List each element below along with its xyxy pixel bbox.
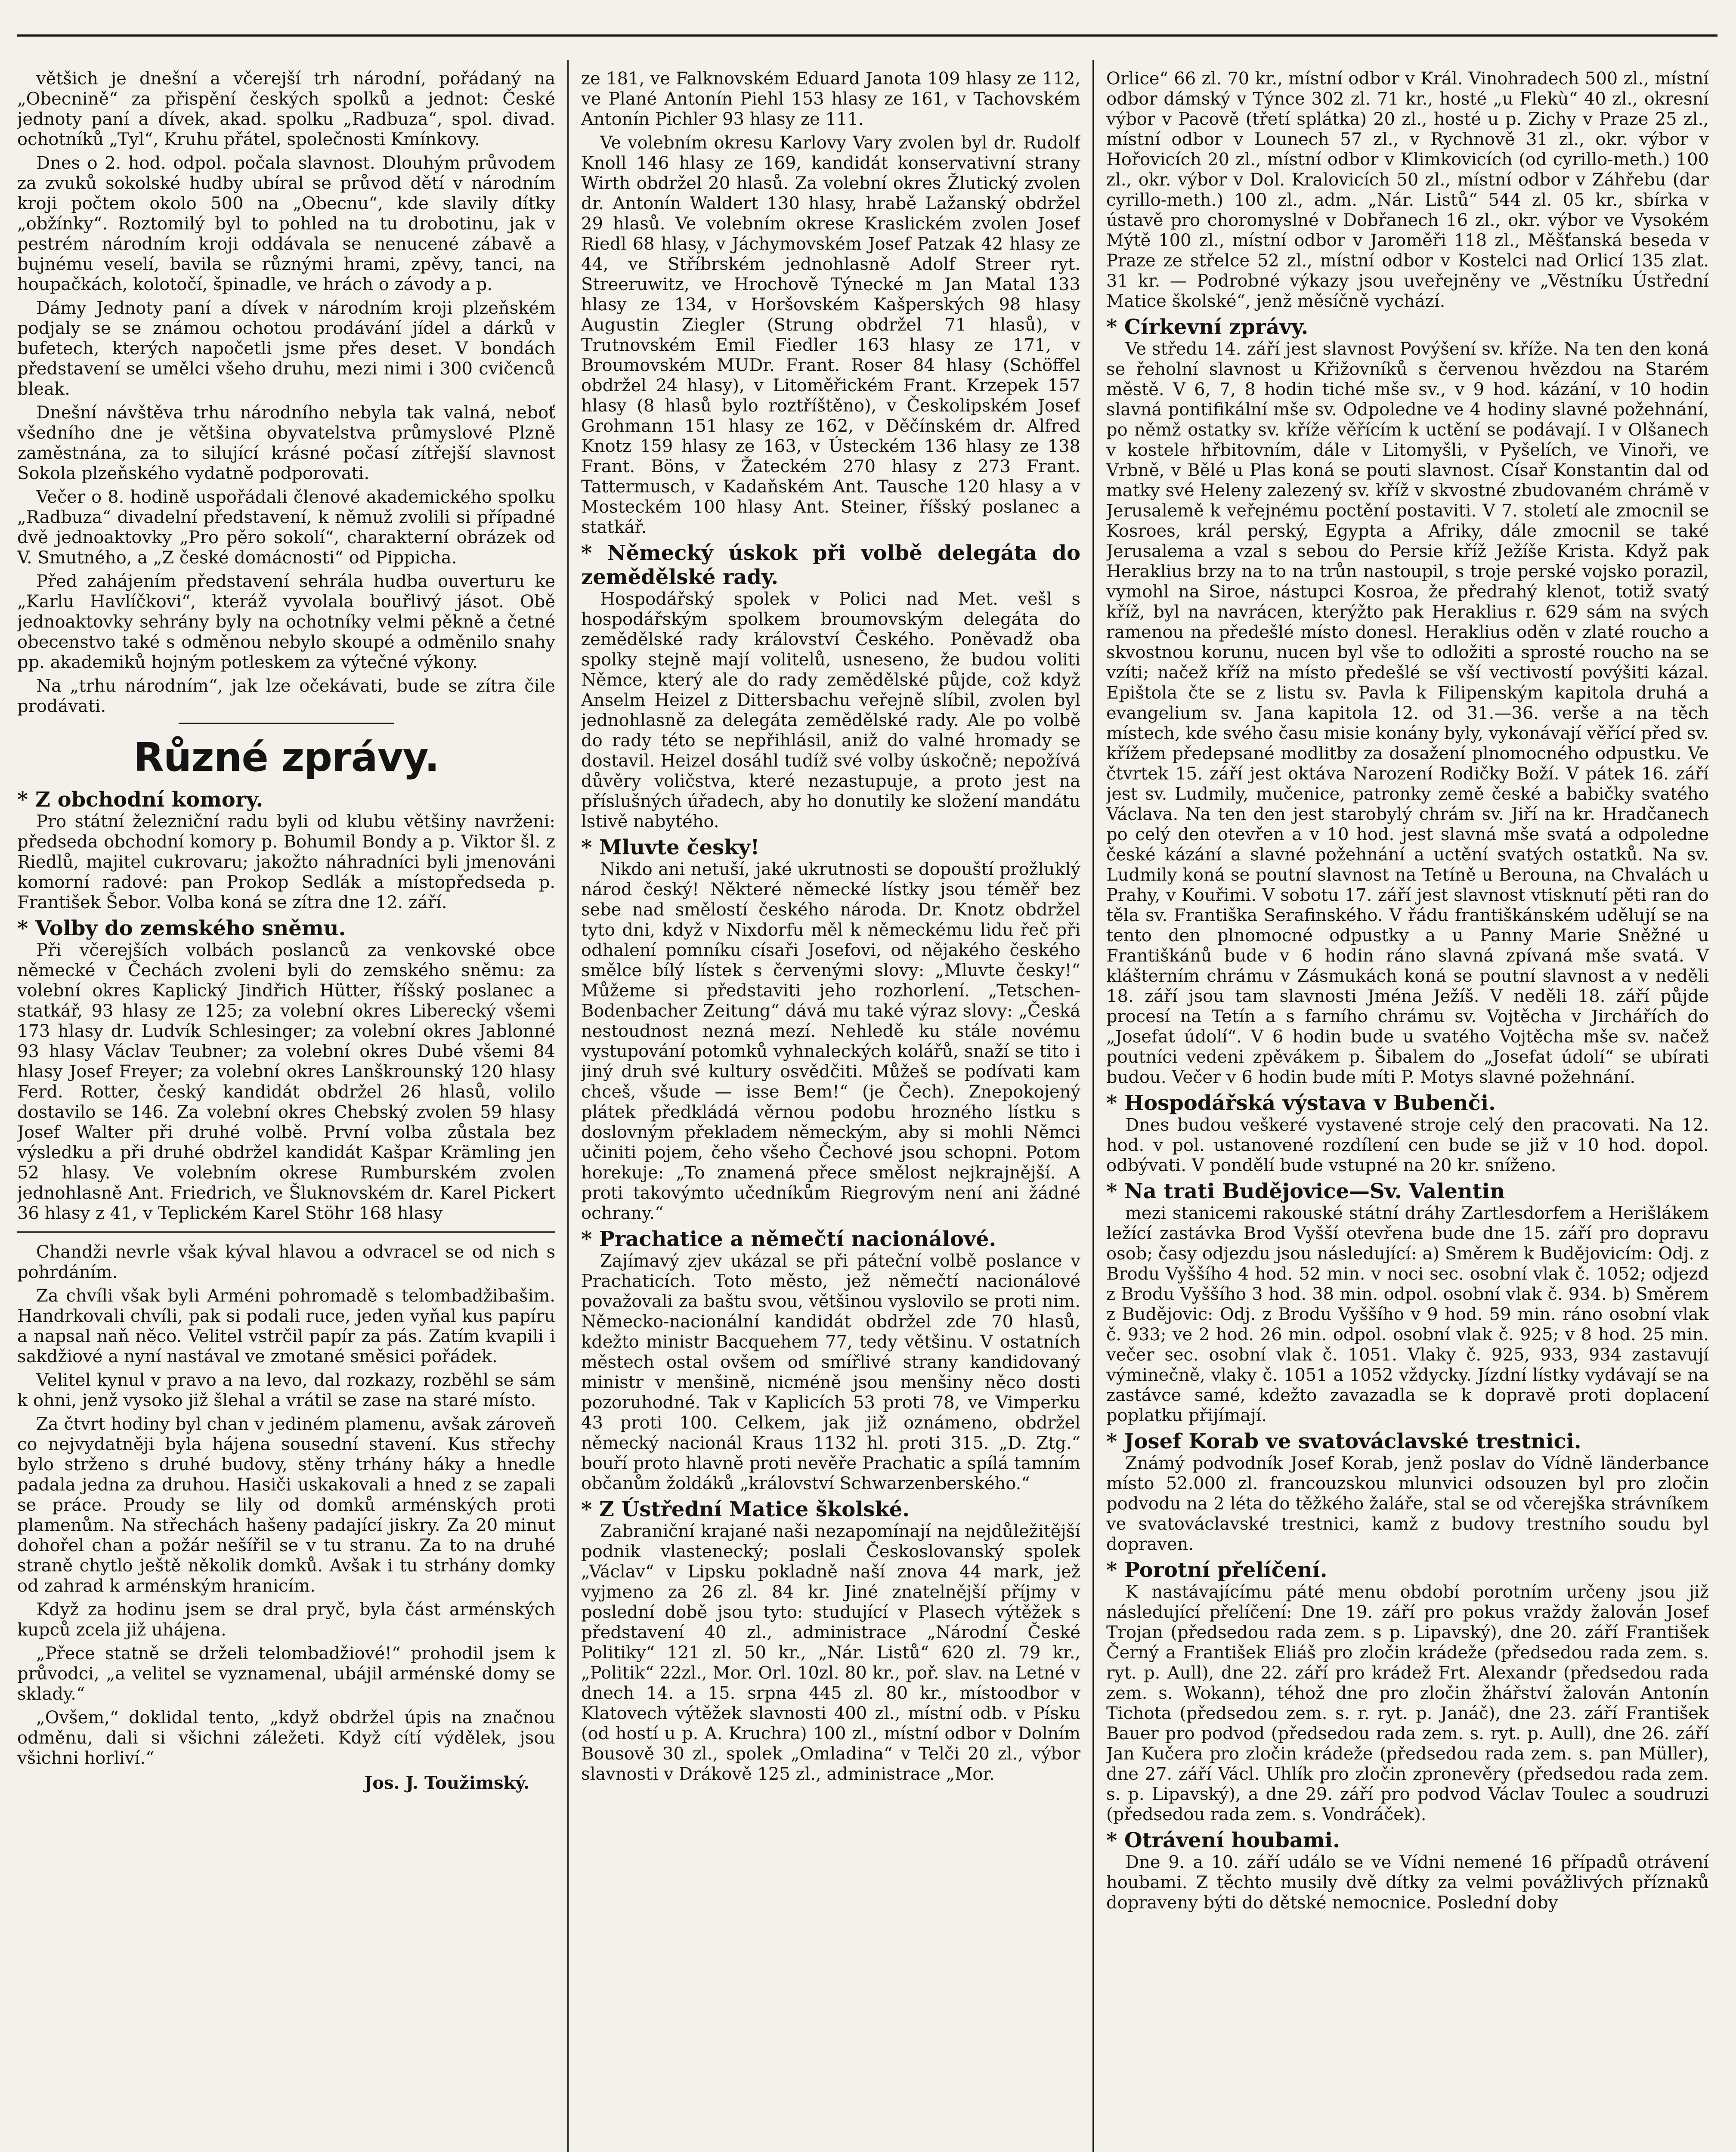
article-paragraph: Před zahájením představení sehrála hudba ouverturu ke „Karlu Havlíčkovi“, kteráž vyvolala bouřlivý jásot. Obě jednoaktovky sehrány byly na ochotníky velmi pěkně a četné obecenstvo také s odměnou nebylo skoupé a odměnilo snahy pp. akademiků hojným potleskem za výtečné výkony.	[17, 572, 555, 672]
news-paragraph: Známý podvodník Josef Korab, jenž poslav do Vídně länderbance místo 52.000 zl. francouzskou mlunvici odsouzen byl pro zločin podvodu na 2 léta do těžkého žaláře, stal se od včerejška strávníkem ve svatováclavské trestnici, kamž z budovy trestního soudu byl dopraven.	[1106, 1453, 1709, 1554]
news-heading: * Církevní zprávy.	[1106, 315, 1309, 339]
news-paragraph: Při včerejších volbách poslanců za venkovské obce německé v Čechách zvoleni byli do zemského sněmu: za volební okres Kaplický Jindřich Hütter, říšský poslanec a statkář, 93 hlasy ze 125; za volební okres Liberecký všemi 173 hlasy dr. Ludvík Schlesinger; za volební okres Jablonné 93 hlasy Václav Teubner; za volební okres Dubé všemi 84 hlasy Josef Freyer; za volební okres Lanškrounský 120 hlasy Ferd. Rotter, český kandidát obdržel 26 hlasů, volilo dostavilo se 146. Za volební okres Chebský zvolen 59 hlasy Josef Walter při druhé volbě. První volba zůstala bez výsledku a při druhé obdržel kandidát Kašpar Krämling jen 52 hlasy. Ve volebním okrese Rumburském zvolen jednohlasně Ant. Friedrich, ve Šluknovském dr. Karel Pickert 36 hlasy z 41, v Teplickém Karel Stöhr 168 hlasy	[17, 940, 555, 1223]
newspaper-page	[17, 9, 1717, 2152]
news-heading: * Prachatice a němečtí nacionálové.	[581, 1227, 996, 1251]
news-paragraph: Dne 9. a 10. září událo se ve Vídni nemené 16 případů otrávení houbami. Z těchto musily dvě dítky za velmi povážlivých příznaků dopraveny býti do dětské nemocnice. Poslední doby	[1106, 1852, 1709, 1913]
news-heading: * Porotní přelíčení.	[1106, 1558, 1328, 1582]
news-heading: * Z obchodní komory.	[17, 788, 263, 812]
section-title: Různé zprávy.	[133, 734, 439, 780]
article-paragraph: Dnes o 2. hod. odpol. počala slavnost. Dlouhým průvodem za zvuků sokolské hudby ubíral se průvod dětí v národním kroji počtem okolo 500 na „Obecnu“, kde slavily dítky „obžínky“. Roztomilý byl to pohled na tu drobotinu, jak v pestrém národním kroji oddávala se nenucené zábavě a bujnému veselí, bavila se různými hrami, zpěvy, tanci, na houpačkách, kolotočí, špinadle, ve hrách o závody a p.	[17, 153, 555, 294]
story-paragraph: „Ovšem,“ doklidal tento, „když obdržel úpis na značnou odměnu, dali si všichni záležeti. Když cítí výdělek, jsou všichni horliví.“	[17, 1708, 555, 1768]
article-paragraph: Na „trhu národním“, jak lze očekávati, bude se zítra čile prodávati.	[17, 676, 555, 716]
news-paragraph: ze 181, ve Falknovském Eduard Janota 109 hlasy ze 112, ve Plané Antonín Piehl 153 hlasy ze 161, v Tachovském Antonín Pichler 93 hlasy ze 111.	[581, 69, 1080, 129]
story-paragraph: Velitel kynul v pravo a na levo, dal rozkazy, rozběhl se sám k ohni, jenž vysoko již šlehal a vrátil se zase na staré místo.	[17, 1370, 555, 1410]
news-heading: * Josef Korab ve svatováclavské trestnici.	[1106, 1429, 1581, 1453]
column-1	[17, 69, 555, 2152]
article-paragraph: Večer o 8. hodině uspořádali členové akademického spolku „Radbuza“ divadelní představení, k němuž zvolili si případné dvě jednoaktovky „Pro pěro sokolí“, charakterní obrázek od V. Smutného, a „Z české domácnosti“ od Pippicha.	[17, 487, 555, 568]
news-paragraph: Pro státní železniční radu byli od klubu většiny navrženi: předseda obchodní komory p. Bohumil Bondy a p. Viktor šl. z Riedlů, majitel cukrovaru; jakožto náhradníci byli jmenováni komorní radové: pan Prokop Sedlák a místopředseda p. František Šebor. Volba koná se zítra dne 12. září.	[17, 812, 555, 912]
article-paragraph: Dámy Jednoty paní a dívek v národním kroji plzeňském podjaly se se známou ochotou prodávání jídel a dárků v bufetech, kterých napočetli jsme přes deset. V bondách představení se umělci všeho druhu, mezi nimi i 300 cvičenců bleak.	[17, 298, 555, 399]
news-heading: * Otrávení houbami.	[1106, 1828, 1340, 1852]
news-paragraph: Dnes budou veškeré vystavené stroje celý den pracovati. Na 12. hod. v pol. ustanovené rozdílení cen bude se již v 10 hod. dopol. odbývati. V pondělí bude vstupné na 20 kr. sníženo.	[1106, 1115, 1709, 1175]
column-3	[1106, 69, 1709, 2152]
news-heading: * Hospodářská výstava v Bubenči.	[1106, 1091, 1496, 1115]
news-heading: * Mluvte česky!	[581, 835, 760, 860]
news-heading: * Na trati Budějovice—Sv. Valentin	[1106, 1179, 1505, 1203]
article-paragraph: většich je dnešní a včerejší trh národní, pořádaný na „Obecnině“ za přispění českých spolků a jednot: České jednoty paní a dívek, akad. spolku „Radbuza“, spol. divad. ochotníků „Tyl“, Kruhu přátel, společnosti Kmínkovy.	[17, 69, 555, 149]
story-paragraph: Chandži nevrle však kýval hlavou a odvracel se od nich s pohrdáním.	[17, 1242, 555, 1282]
news-heading: * Německý úskok při volbě delegáta do zemědělské rady.	[581, 541, 1080, 589]
column-divider-2	[1092, 60, 1094, 2152]
column-divider-1	[567, 60, 569, 2152]
news-paragraph: Ve volebním okresu Karlovy Vary zvolen byl dr. Rudolf Knoll 146 hlasy ze 169, kandidát konservativní strany Wirth obdržel 20 hlasů. Za volební okres Žlutický zvolen dr. Antonín Waldert 130 hlasy, hrabě Lažanský obdržel 29 hlasů. Ve volebním okrese Kraslickém zvolen Josef Riedl 68 hlasy, v Jáchymovském Josef Patzak 42 hlasy ze 44, ve Stříbrském jednohlasně Adolf Streer ryt. Streeruwitz, ve Hrochově Týnecké m Jan Matal 133 hlasy ze 134, v Horšovském Kašperských 98 hlasy Augustin Ziegler (Strung obdržel 71 hlasů), v Trutnovském Emil Fiedler 163 hlasy ze 171, v Broumovském MUDr. Frant. Roser 84 hlasy (Schöffel obdržel 24 hlasy), v Litoměřickém Frant. Krzepek 157 hlasy (8 hlasů bylo roztříštěno), v Českolipském Josef Grohmann 151 hlasy ze 162, v Děčínském dr. Alfred Knotz 159 hlasy ze 163, v Ústeckém 136 hlasy ze 138 Frant. Böns, v Žateckém 270 hlasy z 273 Frant. Tattermusch, v Kadaňském Ant. Tausche 120 hlasy a v Mosteckém 100 hlasy Ant. Steiner, říšský poslanec a statkář.	[581, 133, 1080, 537]
news-heading: * Volby do zemského sněmu.	[17, 916, 346, 940]
author-signature: Jos. J. Toužimský.	[364, 1773, 529, 1793]
news-paragraph: Hospodářský spolek v Polici nad Met. vešl s hospodářským spolkem broumovským delegáta do zemědělské rady království Českého. Poněvadž oba spolky stejně mají volitelů, usneseno, že budou voliti Němce, který ale do rady zemědělské půjde, což když Anselm Heizel z Dittersbachu veřejně slíbil, zvolen byl jednohlasně za delegáta zemědělské rady. Ale po volbě do rady této se nepřihlásil, aniž do valné hromady se dostavil. Heizel dosáhl tudíž své volby úskočně; nepožívá důvěry voličstva, které nezastupuje, a proto jest na příslušných úřadech, aby ho donutily ke složení mandátu lstivě nabytého.	[581, 589, 1080, 832]
top-rule	[17, 34, 1717, 37]
separator	[17, 1231, 555, 1233]
news-heading: * Z Ústřední Matice školské.	[581, 1497, 910, 1521]
story-paragraph: Když za hodinu jsem se dral pryč, byla část arménských kupců zcela již uhájena.	[17, 1600, 555, 1640]
news-paragraph: Zajímavý zjev ukázal se při páteční volbě poslance v Prachaticích. Toto město, jež němečtí nacionálové považovali za baštu svou, většinou vyslovilo se proti nim. Německo-nacionální kandidát obdržel zde 70 hlasů, kdežto ministr Bacquehem 77, tedy většinu. V ostatních městech ostal ovšem od smířlivé strany kandidovaný ministr v menšině, nicméně jsou menšiny něco dosti pozoruhodné. Tak v Kaplicích 53 proti 78, ve Vimperku 43 proti 100. Celkem, jak již oznámeno, obdržel německý nacionál Kraus 1132 hl. proti 315. „D. Ztg.“ bouří proto hlavně proti nevěře Prachatic a spílá tamním občanům žoldáků „království Schwarzenberského.“	[581, 1251, 1080, 1493]
news-paragraph: Ve středu 14. září jest slavnost Povýšení sv. kříže. Na ten den koná se řeholní slavnost u Křižovníků s červenou hvězdou na Starém městě. V 6, 7, 8 hodin tiché mše sv., v 9 hod. kázání, v 10 hodin slavná pontifikální mše sv. Odpoledne ve 4 hodiny slavné požehnání, po němž ostatky sv. kříže věřícím k uctění se podávají. I v Olšanech v kostele hřbitovním, dále v Litomyšli, v Pyšelích, ve Vinoři, ve Vrbně, v Bělé u Plas koná se pouti slavnost. Císař Konstantin dal od matky své Heleny zalezený sv. kříž v skvostné zbudovaném chrámě v Jerusalemě k veřejnému poctění postaviti. V 7. století ale zmocnil se Kosroes, král perský, Egypta a Afriky, dále zmocnil se také Jerusalema a vzal s sebou do Persie kříž Ježíše Krista. Když pak Heraklius brzy na to na trůn nastoupil, s troje perské vojsko porazil, vymohl na Siroe, nástupci Kosroa, že předrahý klenot, totiž svatý kříž, byl na navrácen, kterýžto pak Heraklius r. 629 sám na svých ramenou na předešlé místo donesl. Heraklius oděn v zlaté roucho a skvostnou korunu, nucen byl vše to odložiti a sprosté roucho na se vzíti; načež kříž na místo předešlé se vší vectivostí povýšiti kázal. Epištola čte se z listu sv. Pavla k Filipenským kapitola druhá a evangelium sv. Jana kapitola 12. od 31.—36. verše a na těch místech, kde svého času misie konány byly, vykonávají věřící před sv. křížem předepsané modlitby za dosažení plnomocného odpustku. Ve čtvrtek 15. září jest oktáva Narození Rodičky Boží. V pátek 16. září jest sv. Ludmily, mučenice, patronky země české a babičky svatého Václava. Na ten den jest starobylý chrám sv. Jiří na kr. Hradčanech po celý den otevřen a v 10 hod. jest slavná mše svatá a odpoledne české kázání a slavné požehnání a uctění svatých ostatků. Na sv. Ludmily koná se poutní slavnost na Tetíně u Berouna, na Chvalách u Prahy, v Kouřimi. V sobotu 17. září jest slavnost vtisknutí pěti ran do těla sv. Františka Serafinského. V řádu františkánském udělují se na tento den plnomocné odpustky a u Panny Marie Sněžné u Františkánů bude v 6 hodin ráno slavná zpívaná mše svatá. V klášterním chrámu v Zásmukách koná se poutní slavnost a v neděli 18. září jsou tam slavnosti Jména Ježíš. V neděli 18. září půjde procesí na Tetín a s farního chrámu sv. Vojtěcha v Jirchářích do „Josefat údolí“. V 6 hodin bude u svatého Vojtěcha mše sv. načež poutníci vedeni zpěvákem p. Šibalem do „Josefat údolí“ se ubírati budou. Večer v 6 hodin bude míti P. Motys slavné požehnání.	[1106, 339, 1709, 1087]
column-2	[581, 69, 1080, 2152]
news-paragraph: mezi stanicemi rakouské státní dráhy Zartlesdorfem a Herišlákem ležící zastávka Brod Vyšší otevřena bude dne 15. září pro dopravu osob; časy odjezdu jsou následující: a) Směrem k Budějovicím: Odj. z Brodu Vyššího 4 hod. 52 min. v noci sec. osobní vlak č. 1052; odjezd z Brodu Vyššího 3 hod. 38 min. odpol. osobní vlak č. 934. b) Směrem z Budějovic: Odj. z Brodu Vyššího v 9 hod. 59 min. ráno osobní vlak č. 933; ve 2 hod. 26 min. odpol. osobní vlak č. 925; v 8 hod. 25 min. večer sec. osobní vlak č. 1051. Vlaky č. 925, 933, 934 zastavují výminečně, vlaky č. 1051 a 1052 vždycky. Jízdní lístky vydávají se na zastávce samé, kdežto zavazadla se k dopravě proti doplacení poplatku přijímají.	[1106, 1203, 1709, 1425]
article-paragraph: Dnešní návštěva trhu národního nebyla tak valná, neboť všedního dne je většina obyvatelstva průmyslové Plzně zaměstnána, za to silující krásné počasí zítřejší slavnost Sokola plzeňského vydatně podporovati.	[17, 403, 555, 483]
story-paragraph: Za chvíli však byli Arméni pohromadě s telombadžibašim. Handrkovali chvíli, pak si podali ruce, jeden vyňal kus papíru a napsal naň něco. Velitel vstrčil papír za pás. Zatím kvapili i sakdžiové a nyní nastával ve zmotané směsici pořádek.	[17, 1286, 555, 1367]
news-paragraph: Zabraniční krajané naši nezapomínají na nejdůležitější podnik vlastenecký; poslali Českoslovanský spolek „Václav“ v Lipsku pokladně naší znova 44 mark, jež vyjmeno za 26 zl. 84 kr. Jiné znatelnější příjmy v poslední době jsou tyto: studující v Plasech výtěžek s představení 40 zl., administrace „Národní České Politiky“ 121 zl. 50 kr., „Nár. Listů“ 620 zl. 79 kr., „Politik“ 22zl., Mor. Orl. 10zl. 80 kr., poř. slav. na Letné v dnech 14. a 15. srpna 445 zl. 80 kr., místoodbor v Klatovech výtěžek slavnosti 400 zl., místní odb. v Písku (od hostí u p. A. Kruchra) 100 zl., místní odbor v Dolním Bousově 30 zl., spolek „Omladina“ v Telči 20 zl., výbor slavnosti v Drákově 125 zl., administrace „Mor.	[581, 1521, 1080, 1784]
news-paragraph: Nikdo ani netuší, jaké ukrutnosti se dopouští prožluklý národ český! Některé německé lístky jsou téměř bez sebe nad smělostí českého národa. Dr. Knotz obdržel tyto dni, když v Nixdorfu měl k německému lidu řeč při odhalení pomníku císaři Josefovi, od nějakého českého smělce bílý lístek s červenými slovy: „Mluvte česky!“ Můžeme si představiti jeho rozhorlení. „Tetschen-Bodenbacher Zeitung“ dává mu také výraz slovy: „Česká nestoudnost nezná mezí. Nehledě ku stále novému vystupování potomků vyhnaleckých kolářů, snaží se tito i jiný druh své kultury osvědčiti. Můžeš se podívati kam chceš, všude — isse Bem!“ (je Čech). Znepokojený plátek předkládá věrnou podobu hrozného lístku s doslovným překladem německým, aby si mohli Němci učiniti pojem, čeho všeho Čechové jsou schopni. Potom horekuje: „To znamená přece smělost nejkrajnější. A proti takovýmto učedníkům Riegrovým není ani žádné ochrany.“	[581, 860, 1080, 1223]
story-paragraph: „Přece statně se drželi telombadžiové!“ prohodil jsem k průvodci, „a velitel se vyznamenal, ubájil arménské domy se sklady.“	[17, 1644, 555, 1704]
news-paragraph: K nastávajícímu páté menu období porotním určeny jsou již následující přelíčení: Dne 19. září pro pokus vraždy žalován Josef Trojan (předsedou rada zem. s p. Lipavský), dne 20. září František Černý a František Eliáš pro zločin krádeže (předsedou rada zem. s. ryt. p. Aull), dne 22. září pro krádež Frt. Alexandr (předsedou rada zem. s. Wokann), téhož dne pro zločin žhářství žalován Antonín Tichota (předsedou zem. s. r. ryt. p. Janáč), dne 23. září František Bauer pro podvod (předsedou rada zem. s. ryt. p. Aull), dne 26. září Jan Kučera pro zločin krádeže (předsedou rada zem. s. pan Müller), dne 27. září Václ. Uhlík pro zločin zpronevěry (předsedou rada zem. s. p. Lipavský), a dne 29. září pro podvod Václav Toulec a soudruzi (předsedou rada zem. s. Vondráček).	[1106, 1582, 1709, 1824]
story-paragraph: Za čtvrt hodiny byl chan v jediném plamenu, avšak zároveň co nejvydatněji byla hájena sousední stavení. Kus střechy bylo strženo s druhé budovy, stěny trhány háky a hnedle padala jedna za druhou. Hasiči uskakovali a hned z se zapali se práce. Proudy se lily od domků arménských proti plamenům. Na střechách hašeny padající jiskry. Za 20 minut dohořel chan a požár nešířil se v tu stranu. Za to na druhé straně chytlo ještě několik domků. Avšak i tu strhány domky od zahrad k arménským hranicím.	[17, 1414, 555, 1596]
separator	[179, 723, 394, 724]
news-paragraph: Orlice“ 66 zl. 70 kr., místní odbor v Král. Vinohradech 500 zl., místní odbor dámský v Týnce 302 zl. 71 kr., hosté „u Flekù“ 40 zl., okresní výbor v Pacově (třetí splátka) 20 zl., hosté u p. Zichy v Praze 25 zl., místní odbor v Lounech 57 zl., v Rychnově 31 zl., okr. výbor v Hořovicích 20 zl., místní odbor v Klimkovicích (od cyrillo-meth.) 100 zl., okr. výbor v Dol. Kralovicích 50 zl., místní odbor v Záhřebu (dar cyrillo-meth.) 100 zl., adm. „Nár. Listů“ 544 zl. 05 kr., sbírka v ústavě pro choromyslné v Dobřanech 16 zl., okr. výbor ve Vysokém Mýtě 100 zl., místní odbor v Jaroměři 118 zl., Měšťanská beseda v Praze ze střelce 52 zl., místní odbor v Kostelci nad Orlicí 135 zlat. 31 kr. — Podrobné výkazy jsou uveřejněny ve „Věstníku Ústřední Matice školské“, jenž měsíčně vychází.	[1106, 69, 1709, 311]
